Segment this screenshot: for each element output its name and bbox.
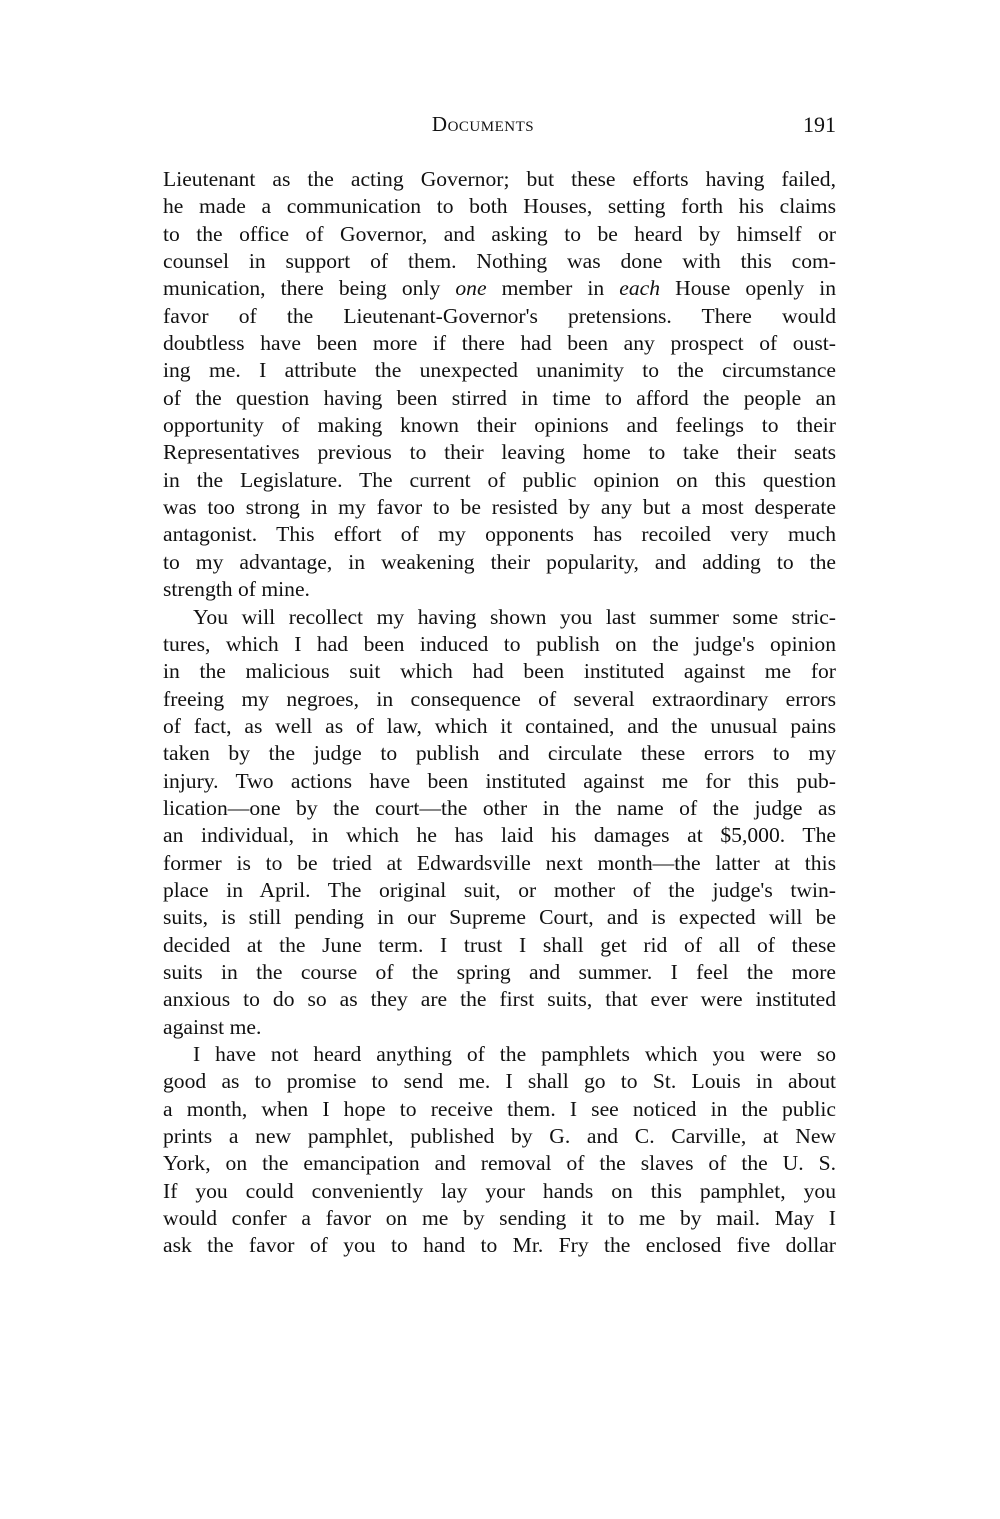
text-line: injury. Two actions have been instituted against me for this pub- xyxy=(163,768,836,793)
text-line: lication—one by the court—the other in the name of the judge as xyxy=(163,795,836,820)
text-line: former is to be tried at Edwardsville next month—the latter at this xyxy=(163,850,836,875)
text-line: suits, is still pending in our Supreme Court, and is expected will be xyxy=(163,905,836,930)
text-line: anxious to do so as they are the first suits, that ever were instituted xyxy=(163,987,836,1012)
text-line: decided at the June term. I trust I shall get rid of all of these xyxy=(163,932,836,957)
emphasis-each: each xyxy=(619,276,661,301)
text-line: I have not heard anything of the pamphlets which you were so xyxy=(193,1042,836,1066)
text-run: munication, there being only xyxy=(163,276,456,301)
text-line: If you could conveniently lay your hands on this pamphlet, you xyxy=(163,1178,836,1203)
text-line: doubtless have been more if there had been any prospect of oust- xyxy=(163,331,836,356)
text-line: to the office of Governor, and asking to be heard by himself or xyxy=(163,221,836,246)
text-line: favor of the Lieutenant-Governor's pretensions. There would xyxy=(163,303,836,328)
text-line: was too strong in my favor to be resisted by any but a most desperate xyxy=(163,495,836,520)
text-line: Representatives previous to their leaving home to take their seats xyxy=(163,440,836,465)
text-line: Lieutenant as the acting Governor; but these efforts having failed, xyxy=(163,167,836,191)
text-line: ask the favor of you to hand to Mr. Fry the enclosed five dollar xyxy=(163,1233,836,1258)
text-line: to my advantage, in weakening their popularity, and adding to the xyxy=(163,549,836,574)
text-line: York, on the emancipation and removal of the slaves of the U. S. xyxy=(163,1151,836,1176)
text-line: against me. xyxy=(163,1014,262,1039)
running-head-title: Documents xyxy=(431,112,535,136)
paragraph-2 xyxy=(163,604,836,1042)
text-line: he made a communication to both Houses, setting forth his claims xyxy=(163,194,836,219)
text-line: You will recollect my having shown you last summer some stric- xyxy=(193,604,836,629)
text-line: in the malicious suit which had been instituted against me for xyxy=(163,659,836,684)
paragraph-1 xyxy=(163,166,836,604)
text-line: ing me. I attribute the unexpected unanimity to the circumstance xyxy=(163,358,836,383)
text-line: would confer a favor on me by sending it to me by mail. May I xyxy=(163,1206,836,1231)
text-line: of the question having been stirred in time to afford the people an xyxy=(163,385,836,410)
text-line: in the Legislature. The current of public opinion on this question xyxy=(163,467,836,492)
text-line xyxy=(163,275,836,302)
running-head xyxy=(163,112,836,142)
text-line: taken by the judge to publish and circulate these errors to my xyxy=(163,741,836,766)
text-line: suits in the course of the spring and summer. I feel the more xyxy=(163,959,836,984)
text-line: good as to promise to send me. I shall go to St. Louis in about xyxy=(163,1069,836,1094)
text-run: member in xyxy=(486,276,620,301)
paragraph-3 xyxy=(163,1041,836,1260)
text-line: freeing my negroes, in consequence of several extraordinary errors xyxy=(163,686,836,711)
text-line: an individual, in which he has laid his damages at $5,000. The xyxy=(163,823,836,848)
text-line: prints a new pamphlet, published by G. and C. Carville, at New xyxy=(163,1124,836,1149)
text-line: a month, when I hope to receive them. I see noticed in the public xyxy=(163,1096,836,1121)
emphasis-one: one xyxy=(455,276,487,301)
text-line: of fact, as well as of law, which it contained, and the unusual pains xyxy=(163,713,836,738)
text-line: tures, which I had been induced to publish on the judge's opinion xyxy=(163,631,836,656)
text-run: House openly in xyxy=(660,276,836,301)
text-line: antagonist. This effort of my opponents has recoiled very much xyxy=(163,522,836,547)
body-text xyxy=(163,166,836,1260)
text-line: strength of mine. xyxy=(163,577,310,602)
text-line: opportunity of making known their opinions and feelings to their xyxy=(163,413,836,438)
page-number: 191 xyxy=(803,112,836,137)
text-line: counsel in support of them. Nothing was done with this com- xyxy=(163,249,836,274)
text-line: place in April. The original suit, or mother of the judge's twin- xyxy=(163,877,836,902)
